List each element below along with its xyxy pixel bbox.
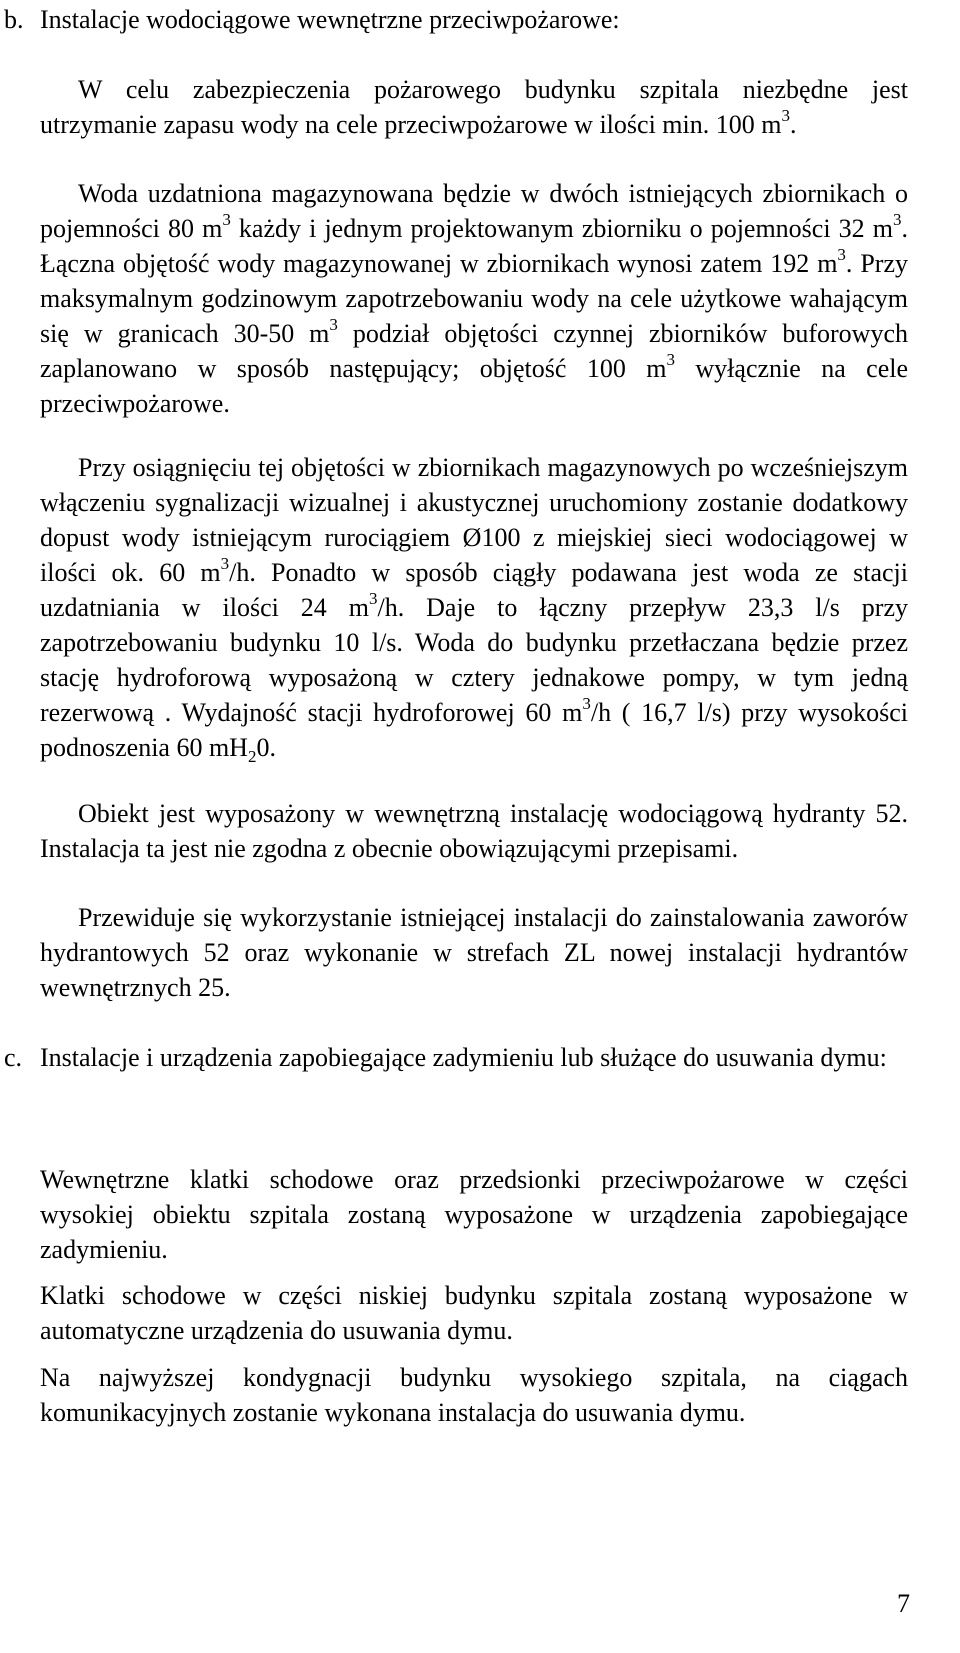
text: podział objętości czynnej zbiorników buforowych zaplanowano w sposób następujący; objętość 100 m [40,319,908,383]
paragraph-b4: Obiekt jest wyposażony w wewnętrzną instalację wodociągową hydranty 52. Instalacja ta jest nie zgodna z obecnie obowiązującymi przepisami. [40,799,908,863]
section-b-label: b. [4,5,24,34]
section-c-title: Instalacje i urządzenia zapobiegające zadymieniu lub służące do usuwania dymu: [40,1043,887,1072]
paragraph-c2: Klatki schodowe w części niskiej budynku szpitala zostaną wyposażone w automatyczne urządzenia do usuwania dymu. [40,1281,908,1345]
subscript: 2 [247,747,257,766]
text: każdy i jednym projektowanym zbiorniku o pojemności 32 m [230,214,893,243]
page-number: 7 [897,1589,910,1618]
superscript: 3 [220,554,230,573]
text: /h ( 16,7 l/s) przy wysokości podnoszenia 60 mH [40,698,908,762]
text: . Przy maksymalnym godzinowym zapotrzebowaniu wody na cele użytkowe wahającym się w granicach 30-50 m [40,249,908,348]
section-b-title: Instalacje wodociągowe wewnętrzne przeciwpożarowe: [40,5,620,34]
text: /h. Ponadto w sposób ciągły podawana jest woda ze stacji uzdatniania w ilości 24 m [40,558,908,622]
superscript: 3 [893,210,902,229]
superscript: 3 [837,245,846,264]
text: W celu zabezpieczenia pożarowego budynku szpitala niezbędne jest utrzymanie zapasu wody na cele przeciwpożarowe w ilości min. 100 m [40,75,908,139]
text: Przy osiągnięciu tej objętości w zbiornikach magazynowych po wcześniejszym włączeniu sygnalizacji wizualnej i akustycznej uruchomiony zostanie dodatkowy dopust wody istniejącym rurociągiem Ø100 z miejskiej sieci wodociągowej w ilości ok. 60 m [40,453,908,587]
paragraph-b2 [40,176,908,421]
superscript: 3 [666,350,675,369]
section-b-heading [4,2,620,37]
superscript: 3 [781,106,790,125]
superscript: 3 [222,210,231,229]
text: wyłącznie na cele przeciwpożarowe. [40,354,908,418]
paragraph-b1 [40,72,908,142]
superscript: 3 [329,315,338,334]
text: /h. Daje to łączny przepływ 23,3 l/s przy zapotrzebowaniu budynku 10 l/s. Woda do budynku przetłaczana będzie przez stację hydroforową wyposażoną w cztery jednakowe pompy, w tym jedną rezerwową . Wydajność stacji hydroforowej 60 m [40,593,908,727]
paragraph-c3: Na najwyższej kondygnacji budynku wysokiego szpitala, na ciągach komunikacyjnych zostanie wykonana instalacja do usuwania dymu. [40,1363,908,1427]
superscript: 3 [368,589,378,608]
text: 0. [256,733,276,762]
text: Woda uzdatniona magazynowana będzie w dwóch istniejących zbiornikach o pojemności 80 m [40,179,908,243]
text: . Łączna objętość wody magazynowanej w zbiornikach wynosi zatem 192 m [40,214,908,278]
paragraph-b3 [40,450,908,765]
text: . [789,110,797,139]
paragraph-c1: Wewnętrzne klatki schodowe oraz przedsionki przeciwpożarowe w części wysokiej obiektu szpitala zostaną wyposażone w urządzenia zapobiegające zadymieniu. [40,1165,908,1264]
paragraph-b5: Przewiduje się wykorzystanie istniejącej instalacji do zainstalowania zaworów hydrantowych 52 oraz wykonanie w strefach ZL nowej instalacji hydrantów wewnętrznych 25. [40,903,908,1002]
section-c-label: c. [4,1043,23,1072]
section-c-heading [4,1040,908,1075]
superscript: 3 [582,694,591,713]
